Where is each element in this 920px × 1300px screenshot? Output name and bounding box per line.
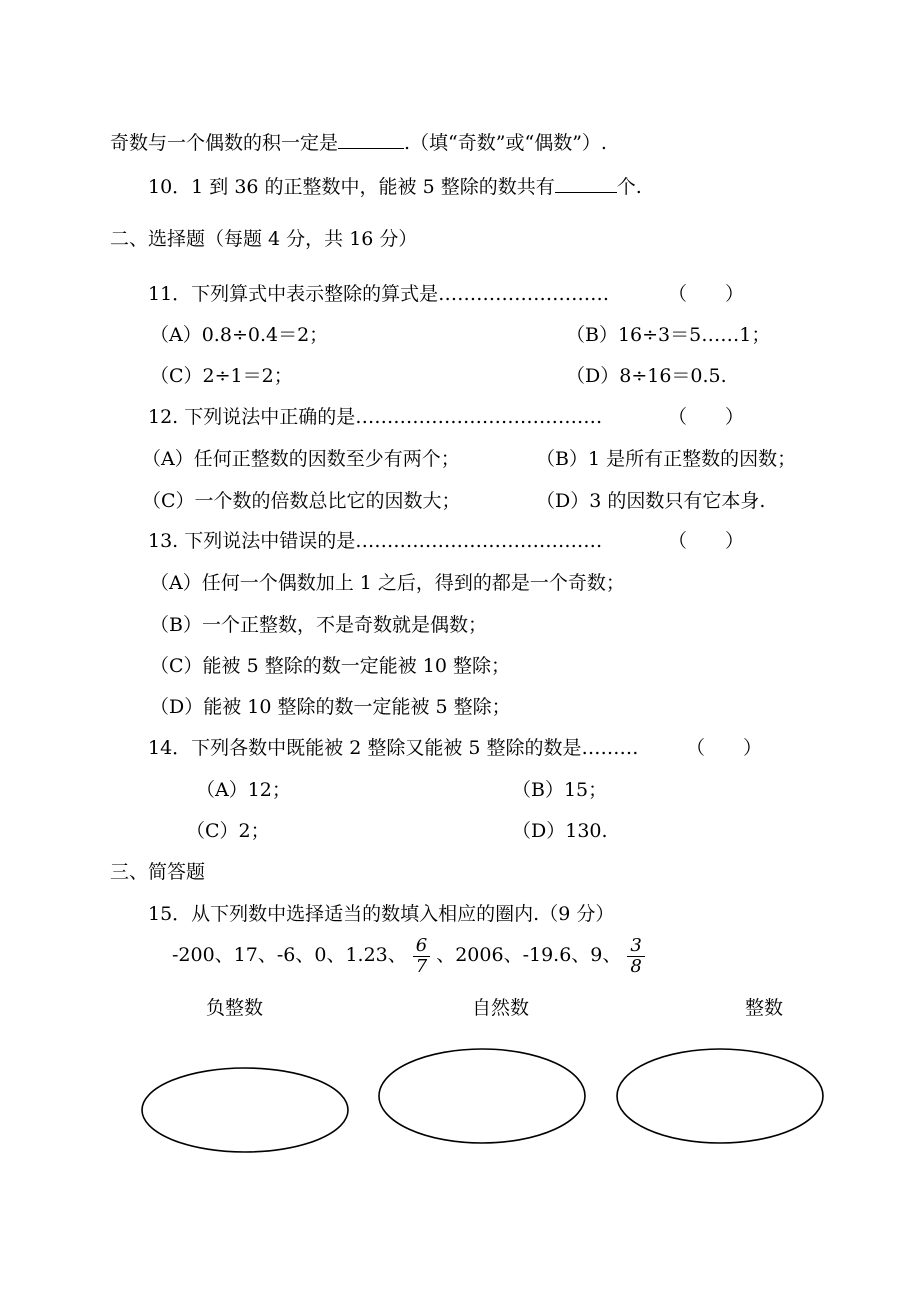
q9-text-before: 奇数与一个偶数的积一定是: [110, 132, 339, 154]
q15-numbers-part1: -200、17、-6、0、1.23、: [172, 944, 407, 966]
q14-answer-paren[interactable]: （ ）: [686, 737, 763, 759]
q14-option-d: （D）130.: [512, 820, 608, 842]
q12-stem: 12. 下列说法中正确的是…………………………………: [148, 406, 603, 428]
q11-answer-paren[interactable]: （ ）: [668, 283, 745, 305]
q13-answer-paren[interactable]: （ ）: [668, 530, 745, 552]
q12-option-d: （D）3 的因数只有它本身.: [536, 490, 766, 512]
q11-option-d: （D）8÷16＝0.5.: [566, 365, 727, 387]
q14-stem: 14．下列各数中既能被 2 整除又能被 5 整除的数是………: [148, 737, 639, 759]
q12-option-a: （A）任何正整数的因数至少有两个；: [142, 448, 460, 470]
q10-text-after: 个.: [616, 176, 642, 198]
q12-option-b: （B）1 是所有正整数的因数；: [536, 448, 797, 470]
q11-option-b: （B）16÷3＝5……1；: [566, 324, 771, 346]
fraction-denominator: 8: [630, 955, 642, 977]
q14-option-c: （C）2；: [186, 820, 270, 842]
q9-text-after: .（填“奇数”或“偶数”）.: [404, 132, 607, 154]
label-negative-integers: 负整数: [206, 997, 264, 1019]
circle-natural-numbers[interactable]: [379, 1049, 585, 1143]
q13-option-a: （A）任何一个偶数加上 1 之后，得到的都是一个奇数；: [150, 572, 625, 594]
q11-stem: 11．下列算式中表示整除的算式是………………………: [148, 283, 610, 305]
q13-option-b: （B）一个正整数，不是奇数就是偶数；: [150, 614, 487, 636]
label-natural-numbers: 自然数: [472, 997, 530, 1019]
label-integers: 整数: [745, 997, 784, 1019]
q13-option-d: （D）能被 10 整除的数一定能被 5 整除；: [150, 696, 511, 718]
q15-stem: 15．从下列数中选择适当的数填入相应的圈内.（9 分）: [148, 903, 615, 925]
q14-option-a: （A）12；: [196, 779, 291, 801]
q12-answer-paren[interactable]: （ ）: [668, 406, 745, 428]
q10-text-before: 10．1 到 36 的正整数中，能被 5 整除的数共有: [148, 176, 555, 198]
q11-option-a: （A）0.8÷0.4＝2；: [150, 324, 329, 346]
q11-option-c: （C）2÷1＝2；: [150, 365, 293, 387]
section3-title: 三、简答题: [110, 861, 206, 883]
q13-option-c: （C）能被 5 整除的数一定能被 10 整除；: [150, 655, 510, 677]
fraction-numerator: 6: [413, 936, 430, 957]
fraction-denominator: 7: [415, 955, 428, 977]
q14-option-b: （B）15；: [512, 779, 608, 801]
circle-negative-integers[interactable]: [142, 1068, 348, 1152]
fraction-numerator: 3: [627, 936, 644, 957]
q15-numbers-part2: 、2006、-19.6、9、: [436, 944, 622, 966]
q12-option-c: （C）一个数的倍数总比它的因数大；: [142, 490, 461, 512]
section2-title: 二、选择题（每题 4 分，共 16 分）: [110, 228, 418, 250]
circle-integers[interactable]: [617, 1049, 823, 1143]
q13-stem: 13. 下列说法中错误的是…………………………………: [148, 530, 603, 552]
